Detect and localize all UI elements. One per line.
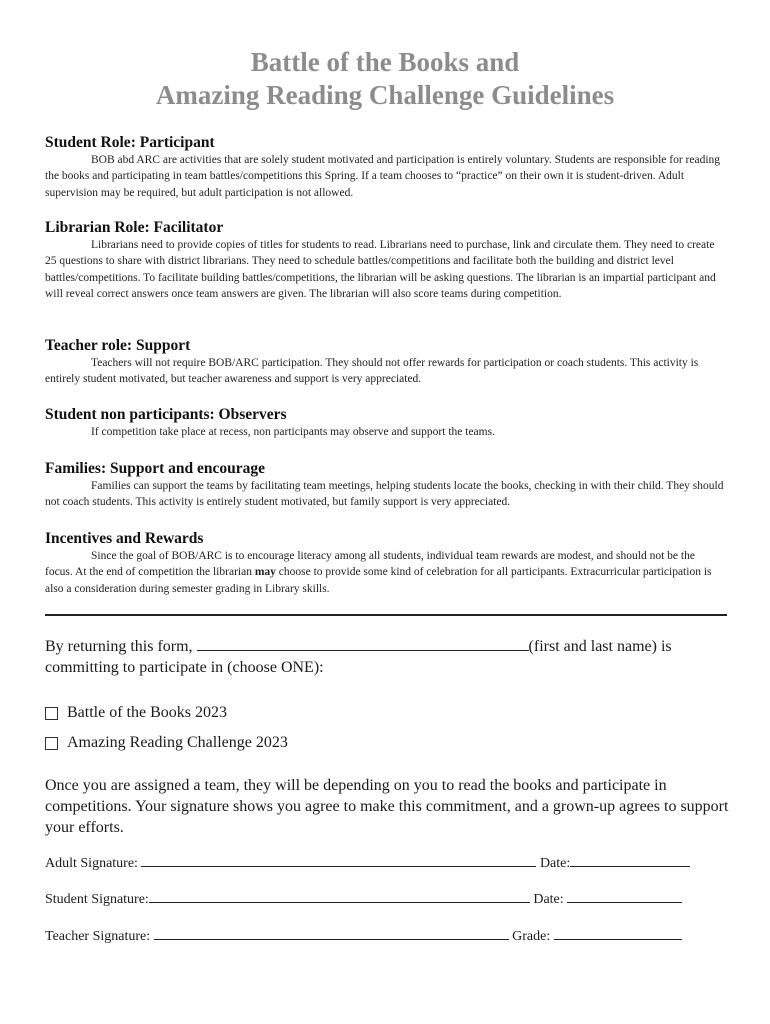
section-families: [45, 459, 725, 511]
date-label: Date:: [533, 892, 564, 907]
grade-field[interactable]: [554, 926, 682, 940]
title-line-2: Amazing Reading Challenge Guidelines: [155, 80, 615, 110]
section-heading: Student Role: Participant: [45, 134, 215, 151]
teacher-signature-row: [45, 926, 682, 946]
checkbox-battle-of-the-books[interactable]: [45, 707, 58, 720]
adult-date-field[interactable]: [570, 853, 690, 867]
section-body: [45, 548, 725, 597]
section-heading: Librarian Role: Facilitator: [45, 219, 224, 236]
student-signature-label: Student Signature:: [45, 892, 149, 907]
date-label: Date:: [539, 856, 571, 871]
checkbox-amazing-reading-challenge[interactable]: [45, 737, 58, 750]
section-heading: Families: Support and encourage: [45, 460, 266, 477]
section-body: If competition take place at recess, non participants may observe and support the teams.: [91, 426, 495, 438]
section-heading: Student non participants: Observers: [45, 406, 287, 423]
section-body: BOB abd ARC are activities that are solely student motivated and participation is entirely voluntary. Students are responsible for reading the books and participating in team battles/competitions this Spring. If a team chooses to “practice” on their own it is student-driven. Adult supervision may be required, but adult participation is not allowed.: [45, 154, 721, 199]
section-incentives: [45, 529, 725, 597]
body-text-before: Since the goal of BOB/ARC is to encourage literacy among all students, individual team rewards are modest, and should not be the focus. At the end of competition the librarian: [45, 550, 695, 579]
grade-label: Grade:: [512, 929, 551, 944]
student-signature-row: [45, 889, 682, 909]
adult-signature-label: Adult Signature:: [45, 856, 138, 871]
section-librarian-role: [45, 218, 725, 302]
option-battle-of-the-books[interactable]: [45, 703, 227, 723]
commitment-text: Once you are assigned a team, they will be depending on you to read the books and participate in competitions. Your signature shows you agree to make this commitment, and a grown-up agrees to support your efforts.: [45, 777, 729, 836]
student-date-field[interactable]: [567, 889, 682, 903]
section-body: Librarians need to provide copies of titles for students to read. Librarians need to purchase, link and circulate them. They need to create 25 questions to share with district librarians. They need to schedule battles/competitions and facilitate both the building and district level battles/competitions. To facilitate building battles/competitions, the librarian will be asking questions. The librarian is an impartial participant and will reveal correct answers once team answers are given. The librarian will also score teams during competition.: [45, 239, 716, 300]
section-heading: Incentives and Rewards: [45, 530, 204, 547]
title-line-1: Battle of the Books and: [250, 47, 520, 77]
option-label: Amazing Reading Challenge 2023: [67, 734, 288, 751]
section-non-participants: [45, 405, 725, 440]
form-intro-after: (first and last name) is committing to participate in (choose ONE):: [45, 638, 672, 676]
form-intro: [45, 636, 735, 678]
section-teacher-role: [45, 336, 725, 388]
section-student-role: [45, 133, 725, 201]
name-field[interactable]: [197, 637, 529, 651]
section-heading: Teacher role: Support: [45, 337, 191, 354]
section-body: Families can support the teams by facilitating team meetings, helping students locate the books, checking in with their child. They should not coach students. This activity is entirely student motivated, but family support is very appreciated.: [45, 480, 724, 509]
adult-signature-row: [45, 853, 690, 873]
section-divider: [45, 614, 727, 616]
body-text-bold: may: [254, 566, 276, 579]
body-text-after: choose to provide some kind of celebration for all participants. Extracurricular participation is also a consideration during semester grading in Library skills.: [45, 566, 712, 595]
section-body: Teachers will not require BOB/ARC participation. They should not offer rewards for participation or coach students. This activity is entirely student motivated, but teacher awareness and support is very appreciated.: [45, 357, 699, 386]
option-amazing-reading-challenge[interactable]: [45, 733, 288, 753]
adult-signature-field[interactable]: [141, 853, 536, 867]
teacher-signature-field[interactable]: [154, 926, 509, 940]
teacher-signature-label: Teacher Signature:: [45, 929, 151, 944]
form-intro-before: By returning this form,: [45, 638, 193, 655]
student-signature-field[interactable]: [149, 889, 530, 903]
option-label: Battle of the Books 2023: [67, 704, 227, 721]
page-title: [0, 46, 770, 112]
